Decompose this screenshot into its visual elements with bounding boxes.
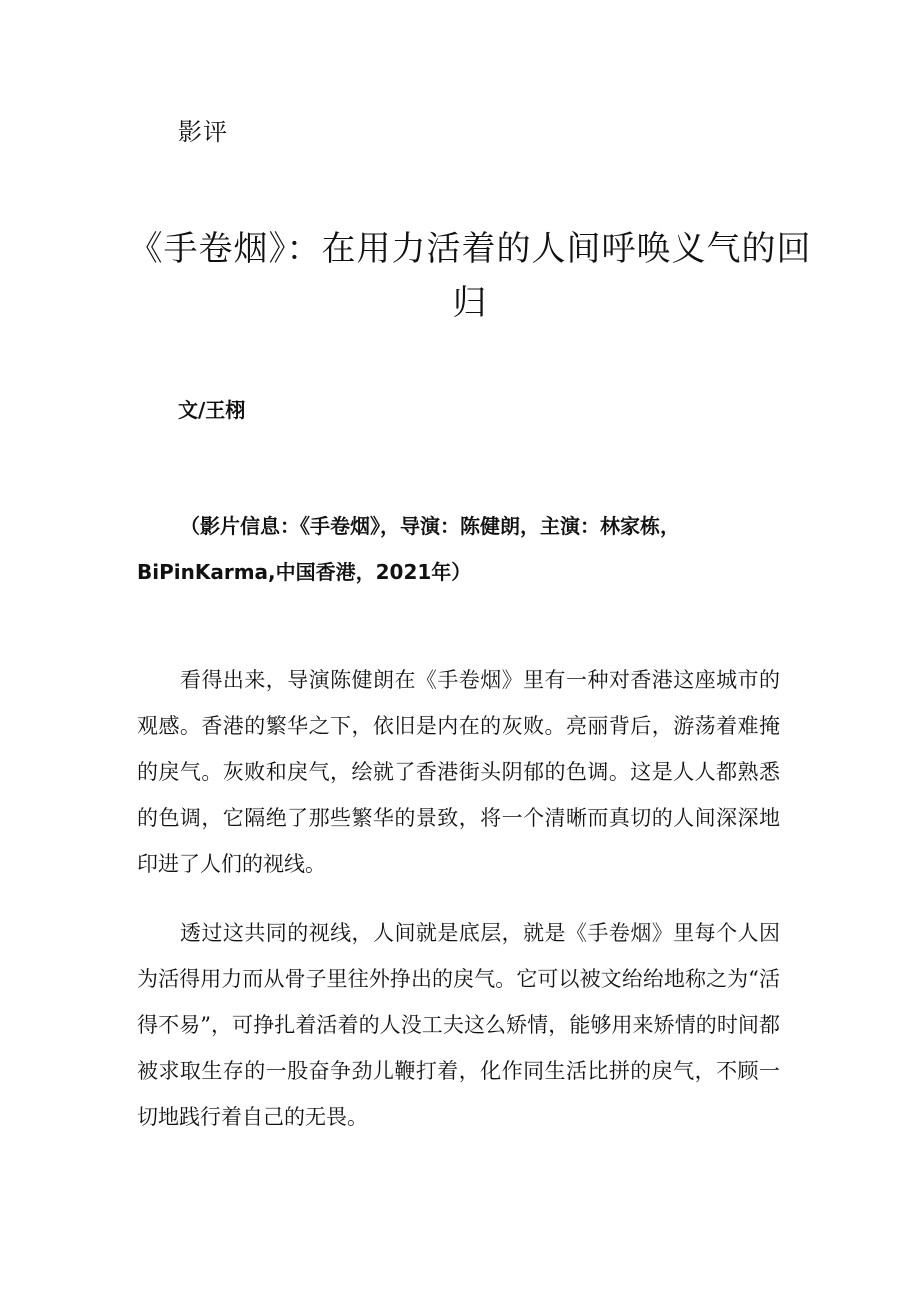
article-paragraph: 透过这共同的视线，人间就是底层，就是《手卷烟》里每个人因为活得用力而从骨子里往外挣出的戾气。它可以被文绐绐地称之为“活得不易”，可挣扎着活着的人没工夫这么矫情，能够用来矫情的时间都被求取生存的一股奋争劲儿鞭打着，化作同生活比拼的戾气，不顾一切地践行着自己的无畏。 bbox=[137, 921, 780, 1129]
article-category: 影评 bbox=[178, 118, 228, 146]
article-title: 《手卷烟》：在用力活着的人间呼唤义气的回归 bbox=[128, 229, 812, 323]
article-author: 文/王栩 bbox=[178, 398, 246, 422]
article-paragraph: 看得出来，导演陈健朗在《手卷烟》里有一种对香港这座城市的观感。香港的繁华之下，依旧是内在的灰败。亮丽背后，游荡着难掩的戾气。灰败和戾气，绘就了香港街头阴郁的色调。这是人人都熟悉的色调，它隔绝了那些繁华的景致，将一个清晰而真切的人间深深地印进了人们的视线。 bbox=[137, 668, 780, 876]
film-information: （影片信息：《手卷烟》，导演：陈健朗，主演：林家栋，BiPinKarma,中国香港，2021年） bbox=[137, 514, 680, 584]
